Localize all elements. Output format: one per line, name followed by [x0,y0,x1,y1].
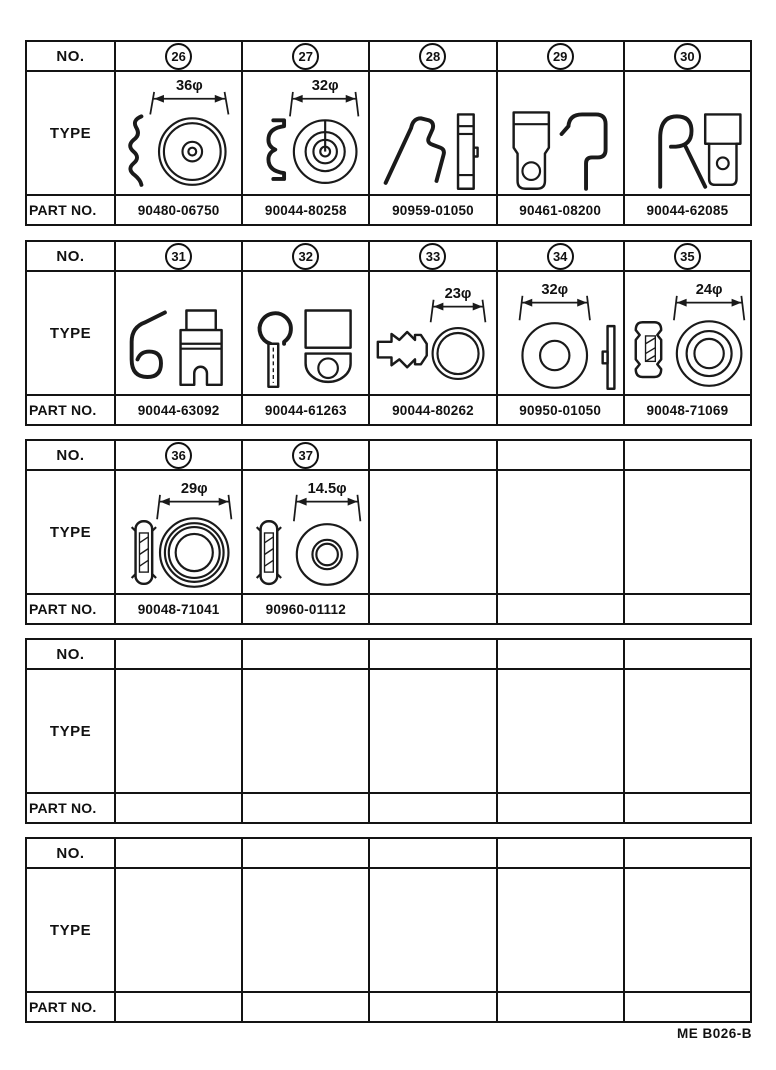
item-no-33 [368,242,495,270]
parts-table-1 [25,40,752,226]
j-hook-and-cover-clip-drawing [116,272,241,394]
empty-type-cell [241,867,368,991]
row-label-type: TYPE [27,270,114,394]
type-drawing-30 [623,70,750,194]
empty-no-cell [623,441,750,469]
item-no-30 [623,42,750,70]
empty-type-cell [623,668,750,792]
parts-table-2 [25,240,752,426]
circled-number-32: 32 [292,243,319,270]
type-drawing-31 [114,270,241,394]
row-label-part-no: PART NO. [27,394,114,424]
empty-part-cell [241,792,368,822]
circled-number-36: 36 [165,442,192,469]
type-drawing-36 [114,469,241,593]
empty-no-cell [114,839,241,867]
p-clip-and-eyelet-clip-drawing [243,272,368,394]
part-number-28: 90959-01050 [368,194,495,224]
dimension-label-37: 14.5φ [307,480,347,497]
part-number-29: 90461-08200 [496,194,623,224]
row-label-part-no: PART NO. [27,991,114,1021]
dimension-label-33: 23φ [445,285,472,302]
type-drawing-33 [368,270,495,394]
part-number-32: 90044-61263 [241,394,368,424]
type-drawing-28 [368,70,495,194]
empty-part-cell [623,792,750,822]
circled-number-37: 37 [292,442,319,469]
washer-and-bar-drawing [498,272,623,394]
type-drawing-37 [241,469,368,593]
row-label-no: NO. [27,242,114,270]
row-label-type: TYPE [27,70,114,194]
empty-type-cell [623,867,750,991]
item-no-31 [114,242,241,270]
item-no-26 [114,42,241,70]
empty-part-cell [368,593,495,623]
part-number-27: 90044-80258 [241,194,368,224]
item-no-27 [241,42,368,70]
parts-table-4 [25,638,752,824]
part-number-34: 90950-01050 [496,394,623,424]
empty-part-cell [241,991,368,1021]
row-label-no: NO. [27,441,114,469]
empty-part-cell [368,991,495,1021]
item-no-32 [241,242,368,270]
empty-no-cell [114,640,241,668]
empty-no-cell [368,640,495,668]
type-drawing-32 [241,270,368,394]
row-label-no: NO. [27,839,114,867]
empty-type-cell [496,867,623,991]
circled-number-31: 31 [165,243,192,270]
empty-type-cell [368,469,495,593]
part-number-33: 90044-80262 [368,394,495,424]
row-label-no: NO. [27,640,114,668]
empty-part-cell [623,991,750,1021]
row-label-part-no: PART NO. [27,194,114,224]
empty-no-cell [241,839,368,867]
empty-type-cell [368,668,495,792]
empty-type-cell [623,469,750,593]
empty-no-cell [496,839,623,867]
row-label-type: TYPE [27,469,114,593]
empty-part-cell [114,792,241,822]
parts-table-5 [25,837,752,1023]
part-number-35: 90048-71069 [623,394,750,424]
type-drawing-34 [496,270,623,394]
circled-number-27: 27 [292,43,319,70]
empty-part-cell [496,991,623,1021]
circled-number-30: 30 [674,43,701,70]
empty-part-cell [368,792,495,822]
row-label-type: TYPE [27,867,114,991]
part-number-36: 90048-71041 [114,593,241,623]
empty-no-cell [623,640,750,668]
tab-and-hook-bracket-drawing [498,72,623,194]
clip-grommet-14-drawing [243,471,368,593]
type-drawing-35 [623,270,750,394]
circled-number-34: 34 [547,243,574,270]
row-label-no: NO. [27,42,114,70]
empty-type-cell [241,668,368,792]
dimension-label-27: 32φ [311,77,339,94]
row-label-type: TYPE [27,668,114,792]
dimension-label-36: 29φ [180,480,208,497]
clip-grommet-24-drawing [625,272,750,394]
type-drawing-27 [241,70,368,194]
empty-no-cell [241,640,368,668]
item-no-36 [114,441,241,469]
empty-type-cell [496,668,623,792]
dimension-label-35: 24φ [695,281,723,298]
item-no-34 [496,242,623,270]
part-number-30: 90044-62085 [623,194,750,224]
circled-number-29: 29 [547,43,574,70]
empty-part-cell [496,593,623,623]
circled-number-26: 26 [165,43,192,70]
item-no-37 [241,441,368,469]
parts-table-3 [25,439,752,625]
empty-type-cell [114,867,241,991]
circled-number-33: 33 [419,243,446,270]
wire-spring-clip-drawing [370,72,495,194]
row-label-part-no: PART NO. [27,792,114,822]
dimension-label-34: 32φ [540,281,568,298]
empty-part-cell [496,792,623,822]
clip-grommet-32-drawing [243,72,368,194]
row-label-part-no: PART NO. [27,593,114,623]
empty-part-cell [114,991,241,1021]
item-no-35 [623,242,750,270]
dimension-label-26: 36φ [175,77,203,94]
empty-no-cell [496,441,623,469]
clip-grommet-29-drawing [116,471,241,593]
item-no-29 [496,42,623,70]
empty-no-cell [368,839,495,867]
part-number-26: 90480-06750 [114,194,241,224]
empty-type-cell [368,867,495,991]
item-no-28 [368,42,495,70]
empty-type-cell [114,668,241,792]
empty-part-cell [623,593,750,623]
circled-number-28: 28 [419,43,446,70]
empty-type-cell [496,469,623,593]
type-drawing-26 [114,70,241,194]
clip-grommet-36-drawing [116,72,241,194]
push-pin-and-ring-drawing [370,272,495,394]
page-code: ME B026-B [676,1026,752,1041]
type-drawing-29 [496,70,623,194]
r-clip-and-block-clip-drawing [625,72,750,194]
empty-no-cell [496,640,623,668]
part-number-37: 90960-01112 [241,593,368,623]
empty-no-cell [623,839,750,867]
empty-no-cell [368,441,495,469]
circled-number-35: 35 [674,243,701,270]
part-number-31: 90044-63092 [114,394,241,424]
